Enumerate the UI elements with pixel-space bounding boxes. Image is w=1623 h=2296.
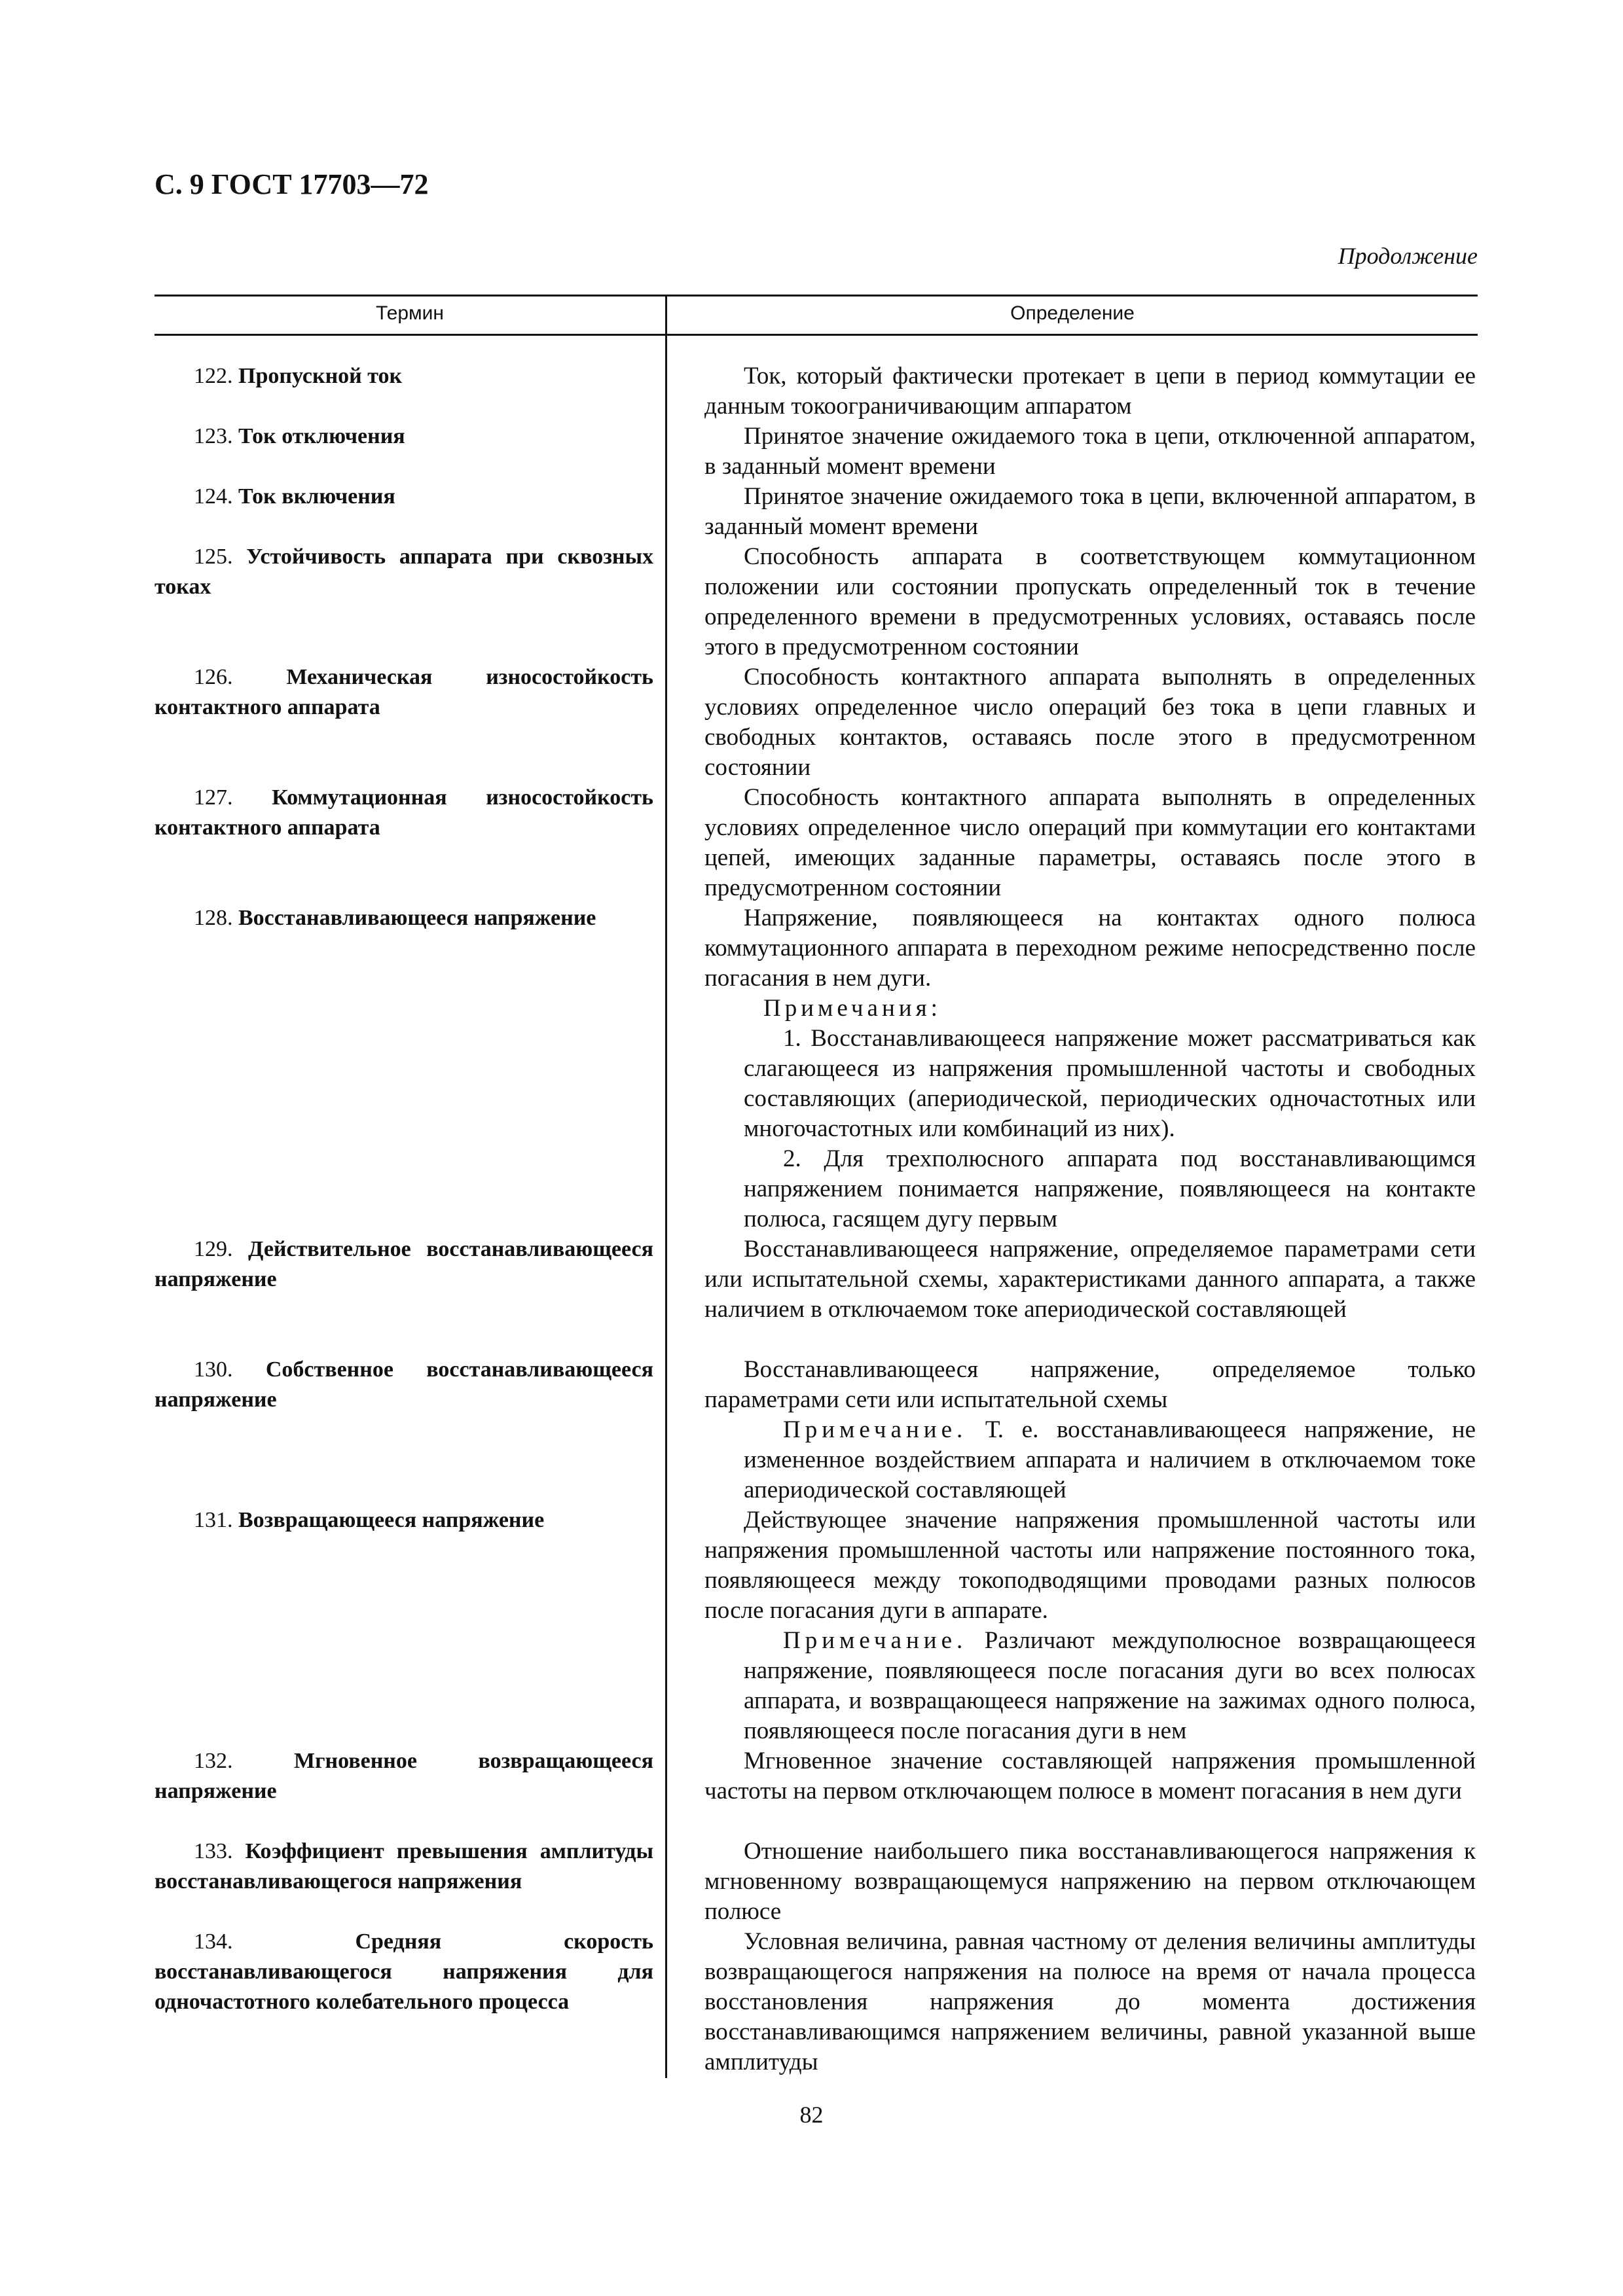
term-cell [155,542,665,662]
term-number: 126. [194,665,233,689]
definition-text: Способность аппарата в соответствующем коммутационном положении или состоянии пропускать определенный ток в течение определенного времени в предусмотренных условиях, оставаясь после этого в предусмотренном состоянии [704,543,1476,660]
term-cell [155,903,665,1234]
table-row [155,361,1478,422]
definition-cell [665,1355,1476,1505]
term-name: Коэффициент превышения амплитуды восстанавливающегося напряжения [155,1839,653,1893]
definition-cell [665,482,1476,542]
term-cell [155,662,665,783]
definition-text: Принятое значение ожидаемого тока в цепи, отключенной аппаратом, в заданный момент времени [704,423,1476,480]
term-cell [155,1355,665,1505]
term-number: 132. [194,1749,233,1773]
term-number: 123. [194,424,233,448]
table-row [155,903,1478,1234]
page-number: 82 [799,2102,824,2128]
note-label: Примечание. [783,1627,968,1654]
term-cell [155,1505,665,1746]
note-item [704,1415,1476,1505]
table-row [155,1355,1478,1505]
definition-cell [665,1234,1476,1355]
table-body [155,361,1478,2077]
definition-text: Ток, который фактически протекает в цепи в период коммутации ее данным токоограничивающим аппаратом [704,363,1476,420]
definition-cell [665,903,1476,1234]
term-name: Пропускной ток [238,364,403,388]
column-header-definition: Определение [1010,302,1135,324]
table-row [155,1505,1478,1746]
term-number: 129. [194,1237,233,1261]
term-name: Действительное восстанавливающееся напряжение [155,1237,654,1291]
term-name: Средняя скорость восстанавливающегося напряжения для одночастотного колебательного процесса [155,1929,653,2014]
definition-text: Напряжение, появляющееся на контактах одного полюса коммутационного аппарата в переходном режиме непосредственно после погасания в нем дуги. [704,905,1476,992]
definition-text: Действующее значение напряжения промышленной частоты или напряжения промышленной частоты или напряжение постоянного тока, появляющееся между токоподводящими проводами разных полюсов после погасания дуги в аппарате. [704,1507,1476,1624]
term-number: 130. [194,1357,233,1382]
definition-cell [665,361,1476,422]
definition-text: Отношение наибольшего пика восстанавливающегося напряжения к мгновенному возвращающемуся напряжению на первом отключающем полюсе [704,1838,1476,1925]
note-item: 1. Восстанавливающееся напряжение может рассматриваться как слагающееся из напряжения промышленной частоты и свободных составляющих (апериодической, периодических одночастотных или многочастотных или комбинаций из них). [744,1025,1476,1142]
term-number: 127. [194,785,233,810]
table-row [155,422,1478,482]
note-text: Различают междуполюсное возвращающееся напряжение, появляющееся после погасания дуги во всех полюсах аппарата, и возвращающееся напряжение на зажимах одного полюса, появляющееся после погасания дуги в нем [744,1627,1476,1744]
note-item: 2. Для трехполюсного аппарата под восстанавливающимся напряжением понимается напряжение, появляющееся на контакте полюса, гасящем дугу первым [744,1145,1476,1232]
definition-text: Восстанавливающееся напряжение, определяемое параметрами сети или испытательной схемы, характеристиками данного аппарата, а также наличием в отключаемом токе апериодической составляющей [704,1236,1476,1323]
term-cell [155,482,665,542]
table-row [155,1927,1478,2077]
table-row [155,662,1478,783]
term-cell [155,1837,665,1927]
note-label: Примечание. [783,1416,968,1443]
term-cell [155,361,665,422]
definition-text: Способность контактного аппарата выполнять в определенных условиях определенное число операций без тока в цепи главных и свободных контактов, оставаясь после этого в предусмотренном состоянии [704,664,1476,781]
definition-text: Восстанавливающееся напряжение, определяемое только параметрами сети или испытательной схемы [704,1356,1476,1413]
term-name: Механическая износостойкость контактного аппарата [155,665,653,719]
term-number: 131. [194,1508,233,1532]
term-number: 125. [194,545,233,569]
table-header-rule [155,334,1478,336]
term-name: Собственное восстанавливающееся напряжение [155,1357,654,1412]
definition-cell [665,783,1476,903]
definition-text: Способность контактного аппарата выполнять в определенных условиях определенное число операций при коммутации его контактами цепей, имеющих заданные параметры, оставаясь после этого в предусмотренном состоянии [704,784,1476,901]
table-row [155,783,1478,903]
definition-text: Мгновенное значение составляющей напряжения промышленной частоты на первом отключающем полюсе в момент погасания в нем дуги [704,1748,1476,1804]
definition-cell [665,1927,1476,2077]
notes-heading: Примечания: [763,995,941,1022]
definition-cell [665,422,1476,482]
definition-cell [665,1746,1476,1837]
note-text: Т. е. восстанавливающееся напряжение, не измененное воздействием аппарата и наличием в отключаемом токе апериодической составляющей [744,1416,1476,1503]
note-item [704,1626,1476,1746]
definition-cell [665,1837,1476,1927]
term-number: 134. [194,1929,233,1954]
table-row [155,1234,1478,1355]
column-header-term: Термин [376,302,444,324]
table-row [155,1837,1478,1927]
definition-text: Принятое значение ожидаемого тока в цепи, включенной аппаратом, в заданный момент времени [704,483,1476,540]
term-name: Возвращающееся напряжение [238,1508,545,1532]
table-row [155,1746,1478,1837]
terms-table [155,295,1478,2078]
definition-text: Условная величина, равная частному от деления величины амплитуды возвращающегося напряжения на полюсе на время от начала процесса восстановления напряжения до момента достижения восстанавливающимся напряжением величины, равной указанной выше амплитуды [704,1928,1476,2075]
term-number: 133. [194,1839,233,1863]
term-cell [155,1927,665,2077]
table-row [155,542,1478,662]
document-header: С. 9 ГОСТ 17703—72 [155,168,429,200]
term-name: Восстанавливающееся напряжение [238,906,596,930]
definition-cell [665,662,1476,783]
term-name: Коммутационная износостойкость контактного аппарата [155,785,653,840]
term-number: 122. [194,364,233,388]
table-row [155,482,1478,542]
definition-cell [665,542,1476,662]
term-cell [155,783,665,903]
term-name: Ток отключения [238,424,405,448]
term-number: 128. [194,906,233,930]
term-name: Мгновенное возвращающееся напряжение [155,1749,653,1803]
table-top-rule [155,295,1478,296]
term-cell [155,1234,665,1355]
term-name: Устойчивость аппарата при сквозных токах [155,545,653,599]
term-cell [155,1746,665,1837]
term-name: Ток включения [238,484,395,509]
definition-cell [665,1505,1476,1746]
term-number: 124. [194,484,233,509]
term-cell [155,422,665,482]
continuation-label: Продолжение [1338,243,1478,269]
